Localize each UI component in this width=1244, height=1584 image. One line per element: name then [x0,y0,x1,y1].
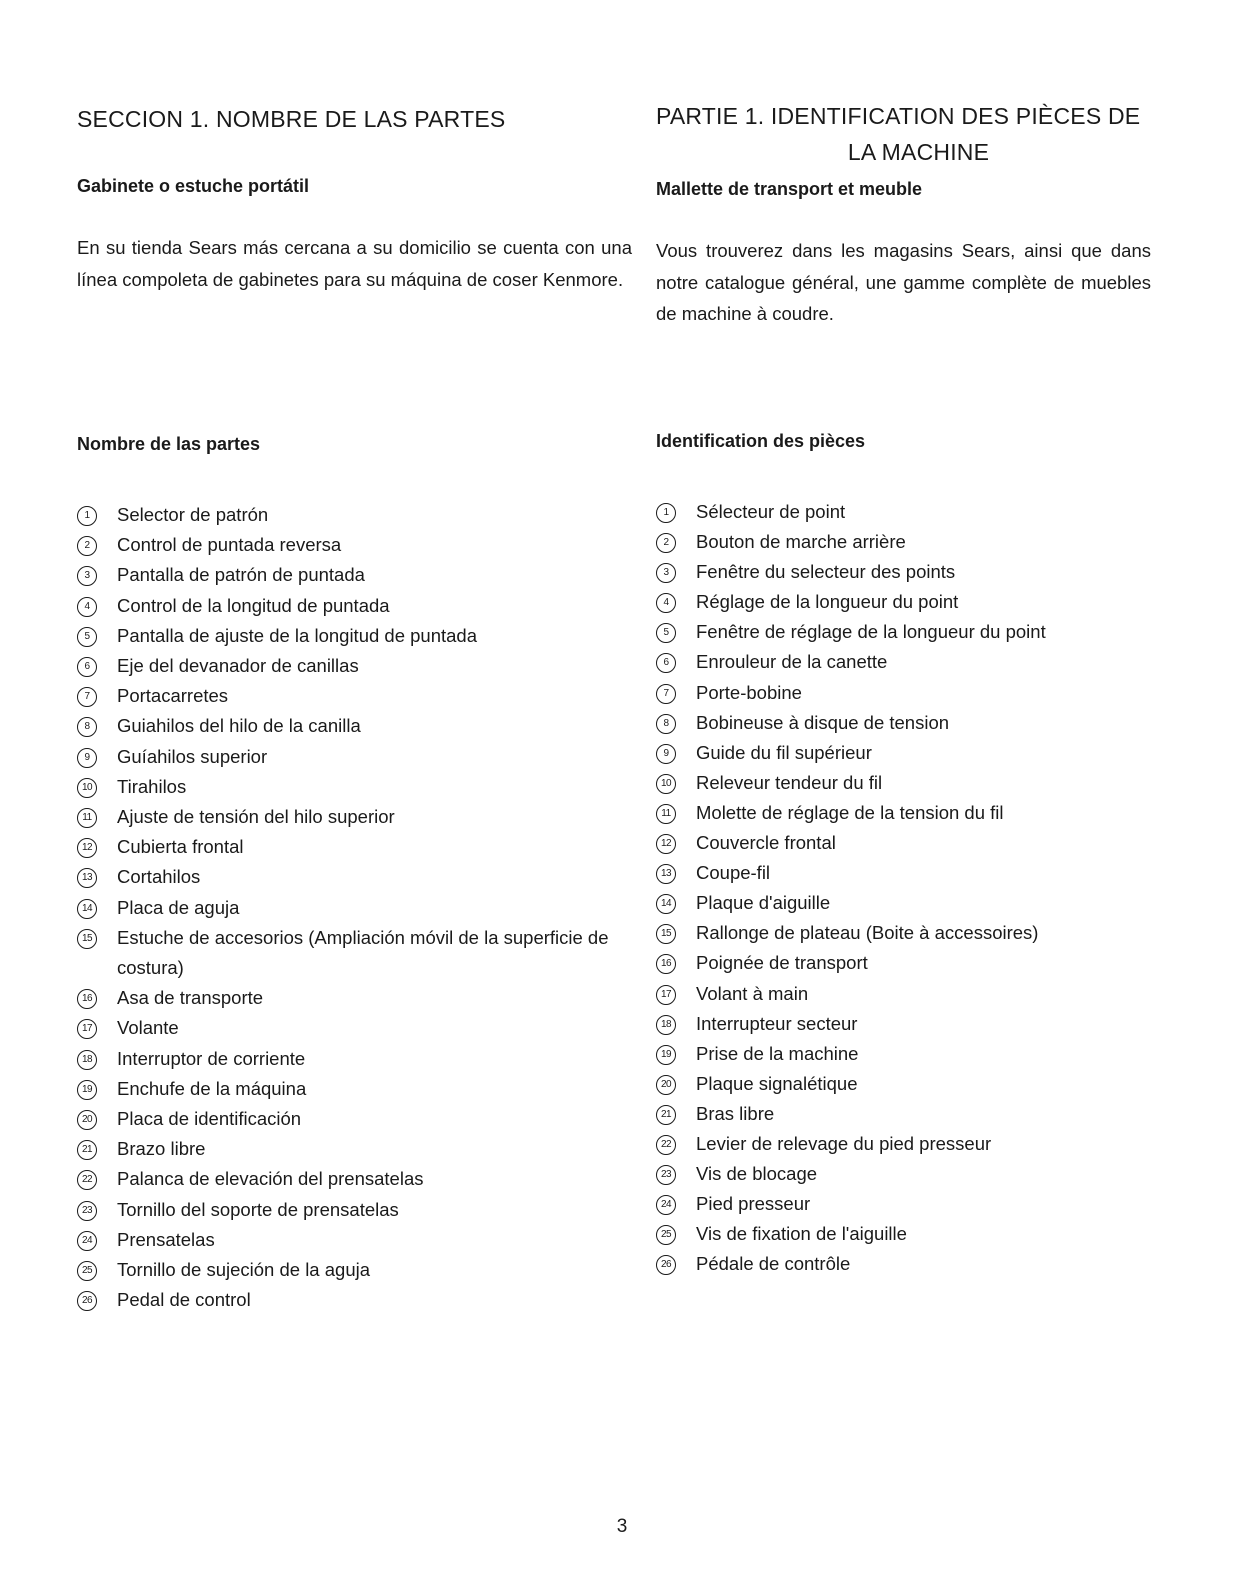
part-label: Guide du fil supérieur [696,741,872,763]
part-label: Releveur tendeur du fil [696,771,883,793]
part-number-circle: 8 [656,714,676,734]
part-number-circle: 17 [77,1019,97,1039]
part-number-circle: 25 [656,1225,676,1245]
part-item [77,1044,637,1074]
part-label: Coupe-fil [696,862,771,884]
part-number-circle: 19 [77,1080,97,1100]
part-label: Brazo libre [117,1138,206,1160]
part-number-circle: 4 [77,597,97,617]
part-item [77,1225,637,1255]
part-item [77,560,637,590]
part-number-circle: 20 [77,1110,97,1130]
part-number-circle: 14 [77,899,97,919]
part-label: Cortahilos [117,866,201,888]
part-label: Interruptor de corriente [117,1047,306,1069]
part-number-circle: 13 [656,864,676,884]
part-item [656,1189,1151,1219]
part-label: Pantalla de ajuste de la longitud de puntada [117,624,478,646]
part-label: Ajuste de tensión del hilo superior [117,806,395,828]
part-label: Palanca de elevación del prensatelas [117,1168,424,1190]
part-number-circle: 12 [77,838,97,858]
part-number-circle: 1 [77,506,97,526]
spanish-cabinet-heading: Gabinete o estuche portátil [77,176,310,196]
french-parts-heading: Identification des pièces [656,431,866,451]
part-label: Vis de blocage [696,1163,818,1185]
part-label: Volant à main [696,982,809,1004]
french-cabinet-heading: Mallette de transport et meuble [656,179,923,199]
part-item [77,500,637,530]
part-item [77,1285,637,1315]
part-item [77,651,637,681]
part-item [656,738,1151,768]
part-label: Guiahilos del hilo de la canilla [117,715,361,737]
page-number: 3 [616,1516,628,1537]
part-number-circle: 2 [77,536,97,556]
part-label: Pantalla de patrón de puntada [117,564,365,586]
part-number-circle: 16 [656,954,676,974]
part-number-circle: 24 [656,1195,676,1215]
part-number-circle: 11 [77,808,97,828]
part-number-circle: 24 [77,1231,97,1251]
spanish-section-title: SECCION 1. NOMBRE DE LAS PARTES [77,106,506,132]
part-number-circle: 6 [656,653,676,673]
part-item [77,530,637,560]
part-number-circle: 22 [656,1135,676,1155]
part-item [656,948,1151,978]
part-label: Tirahilos [117,775,187,797]
part-item [77,983,637,1013]
part-number-circle: 17 [656,985,676,1005]
part-number-circle: 13 [77,868,97,888]
part-number-circle: 26 [656,1255,676,1275]
french-section-title [656,98,1151,170]
part-label: Prise de la machine [696,1042,859,1064]
part-item [656,888,1151,918]
part-label: Molette de réglage de la tension du fil [696,801,1004,823]
part-item [77,742,637,772]
part-number-circle: 10 [656,774,676,794]
part-label: Levier de relevage du pied presseur [696,1132,992,1154]
part-item [656,1249,1151,1279]
part-item [77,1074,637,1104]
part-label: Poignée de transport [696,952,868,974]
part-label: Placa de identificación [117,1108,302,1130]
part-label: Enrouleur de la canette [696,651,888,673]
part-number-circle: 14 [656,894,676,914]
part-item [77,832,637,862]
part-label: Volante [117,1017,179,1039]
part-label: Bras libre [696,1102,775,1124]
part-label: Rallonge de plateau (Boite à accessoires) [696,922,1039,944]
part-label: Pedal de control [117,1289,251,1311]
part-item [77,621,637,651]
part-item [656,1159,1151,1189]
part-item [77,923,637,983]
part-item [656,768,1151,798]
part-item [77,1104,637,1134]
part-number-circle: 18 [77,1050,97,1070]
part-item [656,798,1151,828]
part-item [656,527,1151,557]
spanish-parts-list [77,500,637,1315]
part-number-circle: 18 [656,1015,676,1035]
part-item [77,1255,637,1285]
part-number-circle: 7 [77,687,97,707]
part-label: Tornillo del soporte de prensatelas [117,1198,399,1220]
part-label: Tornillo de sujeción de la aguja [117,1259,371,1281]
part-label: Control de la longitud de puntada [117,594,390,616]
part-number-circle: 3 [77,566,97,586]
part-item [77,893,637,923]
french-section-title-line1: PARTIE 1. IDENTIFICATION DES PIÈCES DE [656,103,1141,129]
part-number-circle: 15 [656,924,676,944]
part-label: Estuche de accesorios (Ampliación móvil de la superficie de costura) [117,926,609,979]
part-item [656,1099,1151,1129]
spanish-cabinet-text: En su tienda Sears más cercana a su domicilio se cuenta con una línea compoleta de gabinetes para su máquina de coser Kenmore. [77,237,632,290]
part-label: Cubierta frontal [117,836,244,858]
french-parts-list [656,497,1151,1279]
part-item [656,979,1151,1009]
part-item [77,862,637,892]
part-number-circle: 9 [77,748,97,768]
part-label: Fenêtre de réglage de la longueur du point [696,621,1046,643]
part-item [656,587,1151,617]
part-number-circle: 23 [656,1165,676,1185]
part-number-circle: 3 [656,563,676,583]
part-item [77,1134,637,1164]
part-number-circle: 8 [77,717,97,737]
part-label: Plaque d'aiguille [696,892,831,914]
part-label: Vis de fixation de l'aiguille [696,1223,907,1245]
part-label: Asa de transporte [117,987,264,1009]
part-label: Réglage de la longueur du point [696,591,959,613]
part-item [77,1195,637,1225]
part-item [656,678,1151,708]
part-label: Guíahilos superior [117,745,268,767]
part-label: Pied presseur [696,1193,811,1215]
part-label: Bouton de marche arrière [696,531,906,553]
part-item [656,1009,1151,1039]
part-label: Sélecteur de point [696,501,846,522]
part-label: Portacarretes [117,685,229,707]
part-item [656,617,1151,647]
part-label: Prensatelas [117,1228,215,1250]
part-label: Selector de patrón [117,504,269,525]
part-item [656,497,1151,527]
part-label: Plaque signalétique [696,1072,858,1094]
part-label: Porte-bobine [696,681,802,703]
part-item [77,772,637,802]
part-item [656,647,1151,677]
part-number-circle: 2 [656,533,676,553]
part-item [656,1219,1151,1249]
part-item [656,1039,1151,1069]
part-item [656,918,1151,948]
part-number-circle: 4 [656,593,676,613]
part-number-circle: 9 [656,744,676,764]
part-item [77,711,637,741]
part-item [656,708,1151,738]
part-number-circle: 22 [77,1170,97,1190]
part-number-circle: 21 [77,1140,97,1160]
part-number-circle: 26 [77,1291,97,1311]
part-label: Pédale de contrôle [696,1253,851,1275]
part-label: Fenêtre du selecteur des points [696,561,956,583]
part-number-circle: 15 [77,929,97,949]
part-number-circle: 25 [77,1261,97,1281]
part-label: Bobineuse à disque de tension [696,711,950,733]
part-number-circle: 1 [656,503,676,523]
part-number-circle: 5 [656,623,676,643]
part-label: Couvercle frontal [696,832,836,854]
part-number-circle: 20 [656,1075,676,1095]
part-number-circle: 7 [656,684,676,704]
part-number-circle: 11 [656,804,676,824]
part-item [77,1013,637,1043]
part-item [77,681,637,711]
part-number-circle: 19 [656,1045,676,1065]
part-item [656,1069,1151,1099]
part-label: Enchufe de la máquina [117,1077,307,1099]
part-item [656,557,1151,587]
part-number-circle: 23 [77,1201,97,1221]
part-number-circle: 12 [656,834,676,854]
part-item [656,858,1151,888]
part-number-circle: 6 [77,657,97,677]
part-item [77,802,637,832]
spanish-parts-heading: Nombre de las partes [77,434,261,454]
part-number-circle: 21 [656,1105,676,1125]
french-section-title-line2: LA MACHINE [847,139,990,165]
part-item [77,1164,637,1194]
french-cabinet-text: Vous trouverez dans les magasins Sears, ainsi que dans notre catalogue général, une gamme complète de muebles de machine à coudre. [656,240,1151,324]
part-item [656,828,1151,858]
part-item [656,1129,1151,1159]
part-label: Interrupteur secteur [696,1012,858,1034]
part-label: Placa de aguja [117,896,240,918]
part-number-circle: 5 [77,627,97,647]
part-label: Control de puntada reversa [117,534,342,556]
part-number-circle: 10 [77,778,97,798]
part-number-circle: 16 [77,989,97,1009]
part-label: Eje del devanador de canillas [117,655,359,677]
part-item [77,591,637,621]
